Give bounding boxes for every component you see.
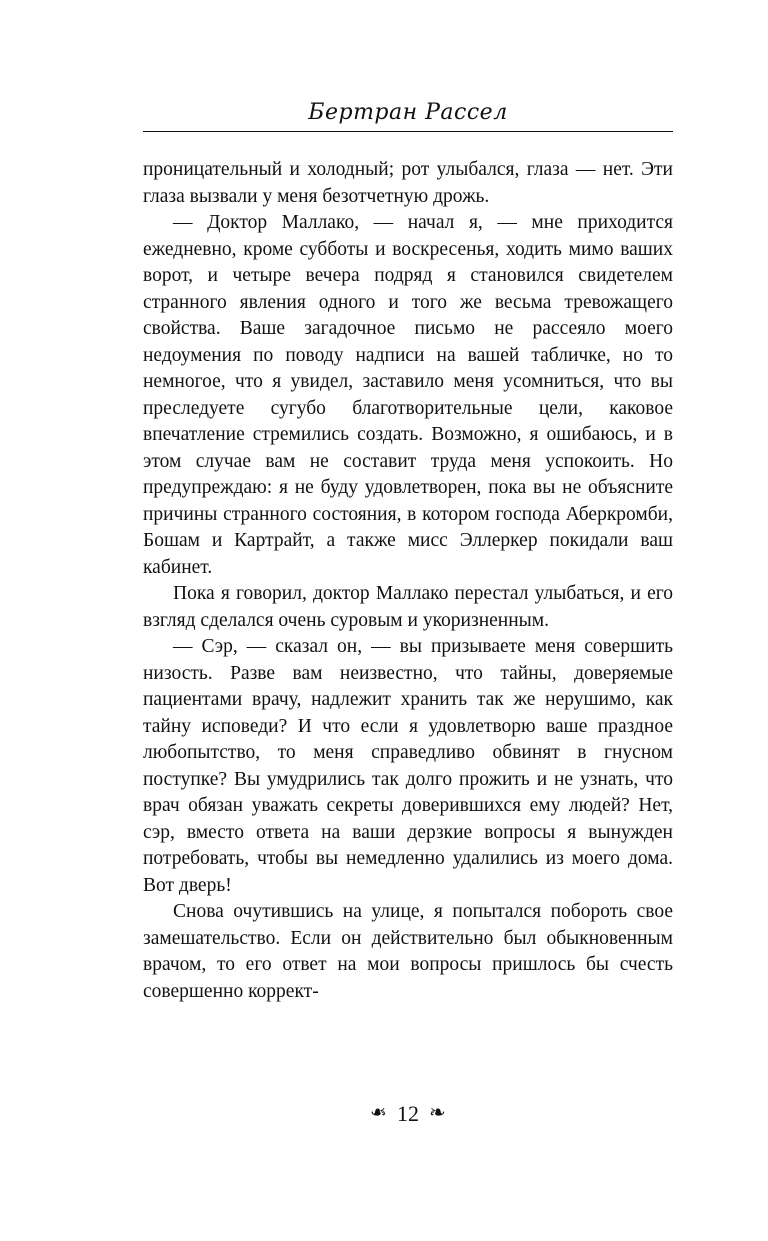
header-rule bbox=[143, 131, 673, 132]
body-text bbox=[143, 157, 673, 1005]
ornament-right-icon: ❧ bbox=[429, 1102, 446, 1124]
paragraph-3: Пока я говорил, доктор Маллако перестал улыбаться, и его взгляд сделался очень суровым и укоризненным. bbox=[143, 583, 673, 631]
running-header: Бертран Рассел bbox=[308, 100, 508, 125]
paragraph-5: Снова очутившись на улице, я попытался побороть свое замешательство. Если он действительно был обыкновенным врачом, то его ответ на мои вопросы пришлось бы счесть совершенно коррект- bbox=[143, 901, 673, 1002]
paragraph-2: — Доктор Маллако, — начал я, — мне приходится ежедневно, кроме субботы и воскресенья, ходить мимо ваших ворот, и четыре вечера подряд я становился свидетелем странного явления одного и того же весьма тревожащего свойства. Ваше загадочное письмо не рассеяло моего недоумения по поводу надписи на вашей табличке, но то немногое, что я увидел, заставило меня усомниться, что вы преследуете сугубо благотворительные цели, каковое впечатление стремились создать. Возможно, я ошибаюсь, и в этом случае вам не составит труда меня успокоить. Но предупреждаю: я не буду удовлетворен, пока вы не объясните причины странного состояния, в котором господа Аберкромби, Бошам и Картрайт, а также мисс Эллеркер покидали ваш кабинет. bbox=[143, 212, 673, 578]
paragraph-4: — Сэр, — сказал он, — вы призываете меня совершить низость. Разве вам неизвестно, что тайны, доверяемые пациентами врачу, надлежит хранить так же нерушимо, как тайну исповеди? И что если я удовлетворю ваше праздное любопытство, то меня справедливо обвинят в гнусном поступке? Вы умудрились так долго прожить и не узнать, что врач обязан уважать секреты доверившихся ему людей? Нет, сэр, вместо ответа на ваши дерзкие вопросы я вынужден потребовать, чтобы вы немедленно удалились из моего дома. Вот дверь! bbox=[143, 636, 673, 896]
page-footer bbox=[143, 1098, 673, 1129]
page-number: 12 bbox=[397, 1101, 419, 1126]
paragraph-1: проницательный и холодный; рот улыбался, глаза — нет. Эти глаза вызвали у меня безотчетную дрожь. bbox=[143, 159, 673, 207]
ornament-left-icon: ❧ bbox=[370, 1102, 387, 1124]
